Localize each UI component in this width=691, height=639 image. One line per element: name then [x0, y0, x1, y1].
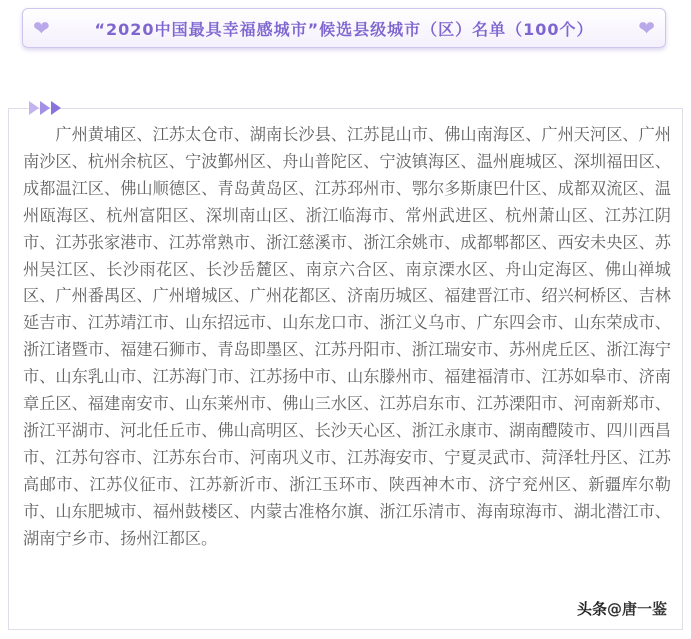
page-title: “2020中国最具幸福感城市”候选县级城市（区）名单（100个） [94, 19, 594, 39]
heart-icon: ❤ [638, 16, 655, 40]
city-list-panel [8, 108, 683, 630]
source-watermark [577, 598, 667, 619]
watermark-platform: 头条 [576, 600, 607, 618]
city-list-text: 广州黄埔区、江苏太仓市、湖南长沙县、江苏昆山市、佛山南海区、广州天河区、广州南沙区、杭州余杭区、宁波鄞州区、舟山普陀区、宁波镇海区、温州鹿城区、深圳福田区、成都温江区、佛山顺德区、青岛黄岛区、江苏邳州市、鄂尔多斯康巴什区、成都双流区、温州瓯海区、杭州富阳区、深圳南山区、浙江临海市、常州武进区、杭州萧山区、江苏江阴市、江苏张家港市、江苏常熟市、浙江慈溪市、浙江余姚市、成都郫都区、西安未央区、苏州吴江区、长沙雨花区、长沙岳麓区、南京六合区、南京溧水区、舟山定海区、佛山禅城区、广州番禺区、广州增城区、广州花都区、济南历城区、福建晋江市、绍兴柯桥区、吉林延吉市、江苏靖江市、山东招远市、山东龙口市、浙江义乌市、广东四会市、山东荣成市、浙江诸暨市、福建石狮市、青岛即墨区、江苏丹阳市、浙江瑞安市、苏州虎丘区、浙江海宁市、山东乳山市、江苏海门市、江苏扬中市、山东滕州市、福建福清市、江苏如皋市、济南章丘区、福建南安市、山东莱州市、佛山三水区、江苏启东市、江苏溧阳市、河南新郑市、浙江平湖市、河北任丘市、佛山高明区、长沙天心区、浙江永康市、湖南醴陵市、四川西昌市、江苏句容市、江苏东台市、河南巩义市、江苏海安市、宁夏灵武市、菏泽牡丹区、江苏高邮市、江苏仪征市、江苏新沂市、浙江玉环市、陕西神木市、济宁兖州区、新疆库尔勒市、山东肥城市、福州鼓楼区、内蒙古准格尔旗、浙江乐清市、海南琼海市、湖北潜江市、湖南宁乡市、扬州江都区。 [23, 125, 671, 548]
chevron-decoration-icon [29, 101, 63, 115]
heart-icon: ❤ [33, 16, 50, 40]
watermark-handle: @唐一鉴 [606, 600, 667, 618]
title-banner [22, 8, 666, 48]
